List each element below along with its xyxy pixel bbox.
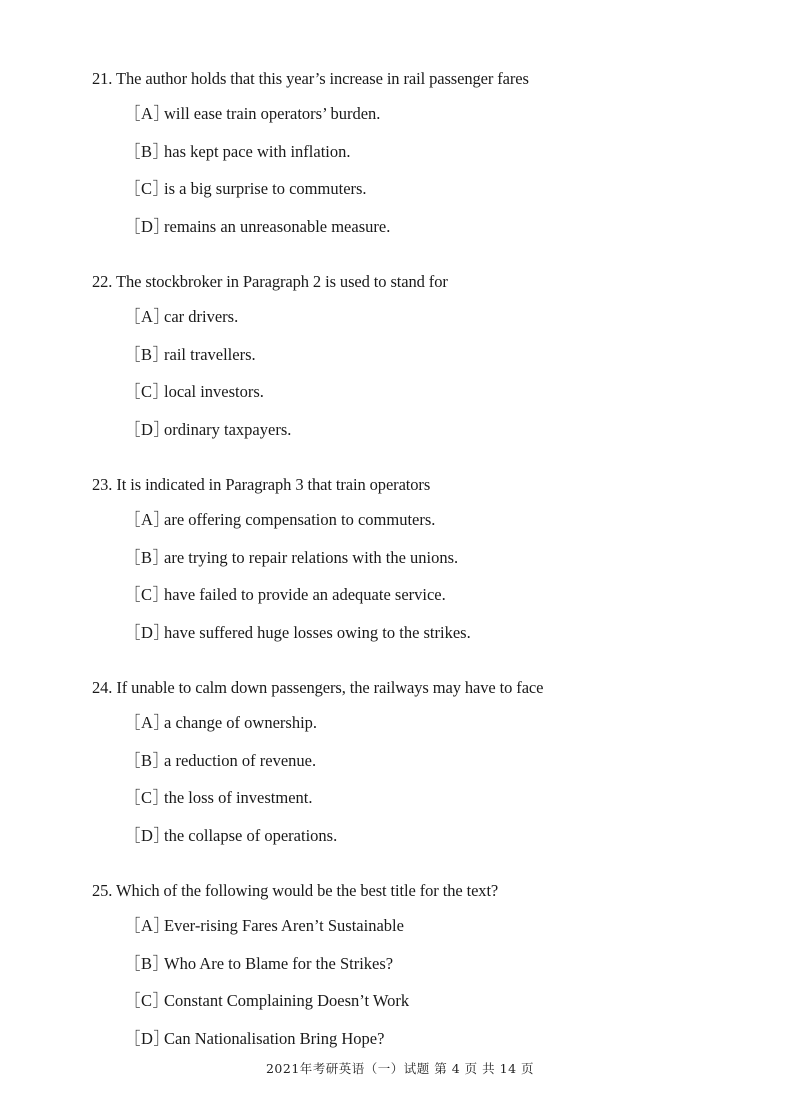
option-a (124, 306, 772, 328)
option-c (124, 787, 772, 809)
question-stem: 25. Which of the following would be the best title for the text? (92, 881, 499, 900)
option-b (124, 141, 772, 163)
option-letter: ［A］ (124, 713, 171, 732)
option-d (124, 825, 772, 847)
option-letter: ［A］ (124, 916, 171, 935)
option-letter: ［A］ (124, 510, 171, 529)
option-d (124, 419, 772, 441)
option-letter: ［B］ (124, 547, 170, 567)
option-list (92, 509, 772, 644)
option-d (124, 1028, 772, 1050)
question-24 (92, 677, 772, 847)
question-21 (92, 68, 772, 238)
option-c (124, 990, 772, 1012)
option-text: Can Nationalisation Bring Hope? (164, 1028, 385, 1048)
option-list (92, 306, 772, 441)
option-c (124, 584, 772, 606)
question-22 (92, 271, 772, 441)
option-a (124, 915, 772, 937)
option-text: Ever-rising Fares Aren’t Sustainable (164, 916, 404, 935)
option-a (124, 509, 772, 531)
option-letter: ［C］ (124, 788, 170, 808)
option-text: a change of ownership. (164, 713, 318, 732)
option-letter: ［A］ (124, 104, 171, 123)
option-a (124, 103, 772, 125)
question-stem: 23. It is indicated in Paragraph 3 that train operators (92, 475, 431, 494)
option-text: local investors. (164, 382, 264, 402)
option-text: remains an unreasonable measure. (164, 216, 391, 236)
option-letter: ［C］ (124, 179, 170, 199)
option-letter: ［B］ (124, 750, 170, 770)
option-d (124, 216, 772, 238)
option-letter: ［C］ (124, 991, 170, 1011)
question-stem: 22. The stockbroker in Paragraph 2 is used to stand for (92, 272, 448, 291)
option-letter: ［C］ (124, 585, 170, 605)
option-text: have suffered huge losses owing to the strikes. (164, 622, 471, 642)
option-letter: ［B］ (124, 344, 170, 364)
option-b (124, 344, 772, 366)
option-letter: ［D］ (124, 825, 171, 845)
option-text: a reduction of revenue. (164, 750, 317, 770)
option-text: are trying to repair relations with the unions. (164, 547, 459, 567)
option-text: is a big surprise to commuters. (164, 179, 367, 199)
option-letter: ［C］ (124, 382, 170, 402)
option-letter: ［D］ (124, 419, 171, 439)
question-stem: 24. If unable to calm down passengers, the railways may have to face (92, 678, 544, 697)
option-text: are offering compensation to commuters. (164, 510, 436, 529)
option-b (124, 547, 772, 569)
option-list (92, 915, 772, 1050)
option-a (124, 712, 772, 734)
option-text: rail travellers. (164, 344, 256, 364)
option-d (124, 622, 772, 644)
option-c (124, 381, 772, 403)
option-letter: ［A］ (124, 307, 171, 326)
option-letter: ［D］ (124, 1028, 171, 1048)
option-list (92, 103, 772, 238)
option-text: the collapse of operations. (164, 825, 338, 845)
option-text: will ease train operators’ burden. (164, 104, 381, 123)
option-text: car drivers. (164, 307, 239, 326)
option-letter: ［B］ (124, 141, 170, 161)
option-b (124, 953, 772, 975)
option-letter: ［D］ (124, 622, 171, 642)
option-list (92, 712, 772, 847)
option-text: Constant Complaining Doesn’t Work (164, 991, 410, 1011)
option-text: has kept pace with inflation. (164, 141, 351, 161)
option-letter: ［B］ (124, 953, 170, 973)
option-letter: ［D］ (124, 216, 171, 236)
option-text: ordinary taxpayers. (164, 419, 292, 439)
option-text: Who Are to Blame for the Strikes? (164, 953, 394, 973)
page-footer: 2021年考研英语（一）试题 第 4 页 共 14 页 (265, 1061, 534, 1076)
option-text: have failed to provide an adequate service. (164, 585, 446, 605)
question-25 (92, 880, 772, 1050)
question-23 (92, 474, 772, 644)
option-text: the loss of investment. (164, 788, 313, 808)
option-c (124, 178, 772, 200)
question-stem: 21. The author holds that this year’s increase in rail passenger fares (92, 69, 529, 88)
option-b (124, 750, 772, 772)
